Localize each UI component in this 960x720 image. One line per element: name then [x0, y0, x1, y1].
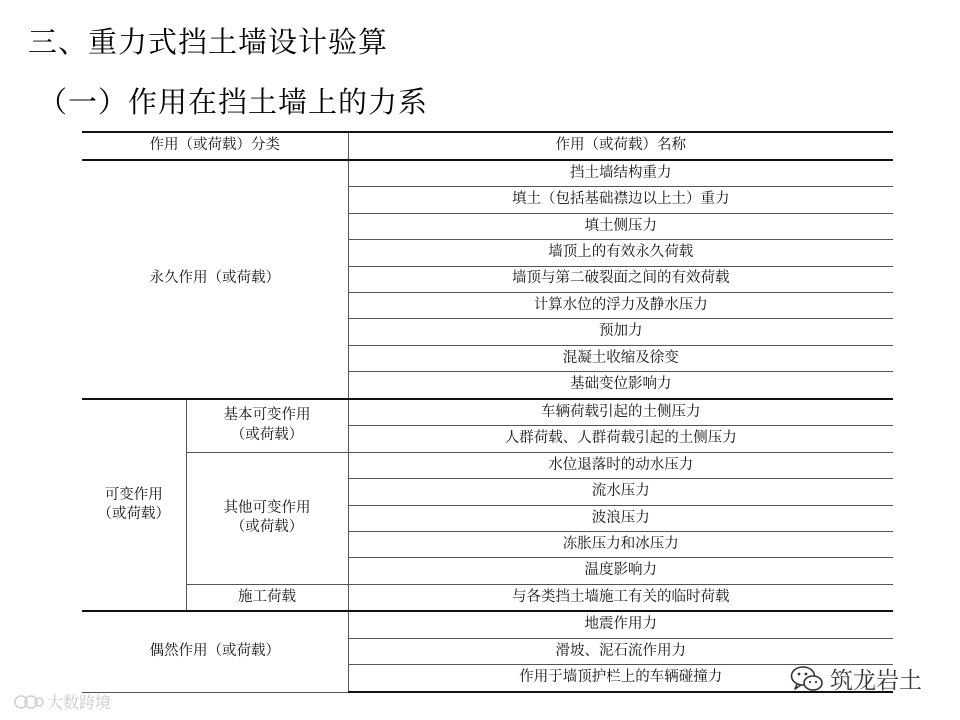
other-variable-item: 冻胀压力和冰压力	[348, 532, 893, 558]
basic-label-line2: （或荷载）	[230, 426, 304, 443]
header-category: 作用（或荷载）分类	[82, 132, 348, 160]
table-row	[82, 611, 893, 638]
accidental-item: 滑坡、泥石流作用力	[348, 639, 893, 665]
accidental-item: 地震作用力	[348, 611, 893, 638]
permanent-item: 混凝土收缩及徐变	[348, 345, 893, 371]
permanent-item: 填土侧压力	[348, 213, 893, 239]
permanent-item: 计算水位的浮力及静水压力	[348, 292, 893, 318]
basic-variable-label	[186, 399, 348, 452]
other-variable-item: 水位退落时的动水压力	[348, 452, 893, 478]
source-watermark	[790, 662, 922, 695]
other-variable-item: 波浪压力	[348, 505, 893, 531]
construction-load-label: 施工荷载	[186, 584, 348, 611]
permanent-item: 墙顶与第二破裂面之间的有效荷载	[348, 266, 893, 292]
permanent-item: 墙顶上的有效永久荷载	[348, 240, 893, 266]
variable-label-line2: （或荷载）	[97, 506, 170, 523]
construction-load-item: 与各类挡土墙施工有关的临时荷载	[348, 584, 893, 611]
load-classification-table	[82, 131, 893, 693]
circle-logo-icon	[14, 693, 44, 711]
permanent-item: 填土（包括基础襟边以上土）重力	[348, 187, 893, 213]
watermark-right-text: 筑龙岩土	[830, 668, 922, 694]
accidental-item: 作用于墙顶护栏上的车辆碰撞力	[348, 665, 893, 692]
table-row	[82, 452, 893, 478]
basic-variable-item: 人群荷载、人群荷载引起的土侧压力	[348, 426, 893, 452]
corner-watermark	[14, 690, 111, 713]
permanent-category-label: 永久作用（或荷载）	[82, 160, 348, 399]
table-header-row	[82, 132, 893, 160]
watermark-left-text: 大数跨境	[47, 693, 112, 712]
permanent-item: 基础变位影响力	[348, 372, 893, 399]
other-variable-label	[186, 452, 348, 584]
permanent-item: 预加力	[348, 319, 893, 345]
basic-variable-item: 车辆荷载引起的土侧压力	[348, 399, 893, 426]
page-title: 三、重力式挡土墙设计验算	[28, 25, 389, 59]
basic-label-line1: 基本可变作用	[223, 407, 311, 424]
other-variable-item: 流水压力	[348, 479, 893, 505]
variable-label-line1: 可变作用	[104, 486, 163, 503]
section-subtitle: （一）作用在挡土墙上的力系	[38, 85, 429, 119]
table-row	[82, 399, 893, 426]
header-name: 作用（或荷载）名称	[348, 132, 893, 160]
table-row	[82, 584, 893, 611]
other-label-line2: （或荷载）	[230, 519, 304, 536]
table-row	[82, 160, 893, 187]
other-label-line1: 其他可变作用	[223, 499, 311, 516]
accidental-category-label: 偶然作用（或荷载）	[82, 611, 348, 692]
other-variable-item: 温度影响力	[348, 558, 893, 584]
wechat-icon	[790, 665, 824, 693]
variable-category-label	[82, 399, 186, 612]
permanent-item: 挡土墙结构重力	[348, 160, 893, 187]
